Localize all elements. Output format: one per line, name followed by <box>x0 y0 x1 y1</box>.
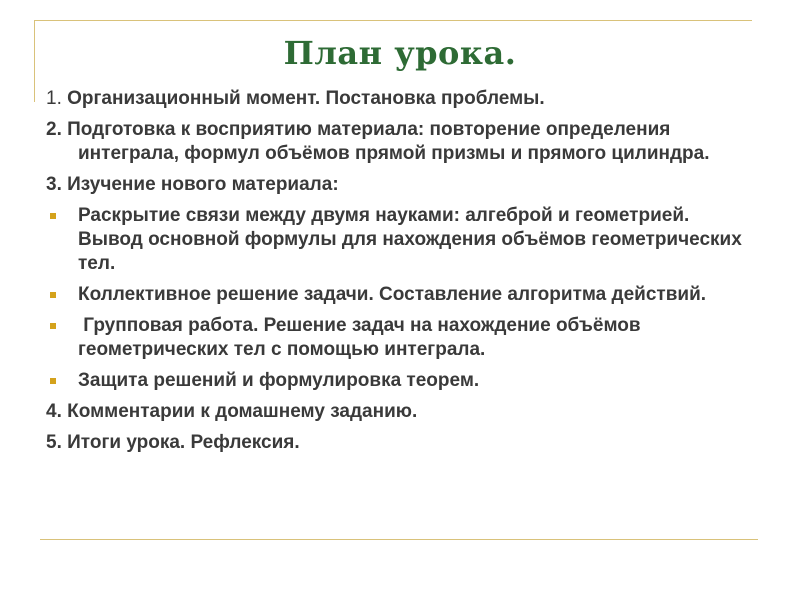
item-text: Итоги урока. Рефлексия. <box>67 432 300 453</box>
list-item <box>46 431 746 455</box>
frame-top-line <box>34 20 752 21</box>
bullet-item <box>46 314 746 362</box>
bullet-item <box>46 204 746 276</box>
item-number: 5. <box>46 432 68 453</box>
item-text: Групповая работа. Решение задач на нахождение объёмов геометрических тел с помощью интеграла. <box>78 315 646 360</box>
lesson-plan-list <box>46 87 746 462</box>
list-item <box>46 173 746 197</box>
list-item <box>46 87 746 111</box>
square-bullet-icon <box>50 323 56 329</box>
square-bullet-icon <box>50 292 56 298</box>
item-number: 4. <box>46 401 68 422</box>
item-text: Подготовка к восприятию материала: повторение определения интеграла, формул объёмов прямой призмы и прямого цилиндра. <box>67 119 710 164</box>
item-number: 2. <box>46 119 68 140</box>
list-item <box>46 400 746 424</box>
list-item <box>46 118 746 166</box>
slide-title: План урока. <box>283 34 517 72</box>
item-text: Защита решений и формулировка теорем. <box>78 370 480 391</box>
square-bullet-icon <box>50 213 56 219</box>
square-bullet-icon <box>50 378 56 384</box>
item-text: Раскрытие связи между двумя науками: алгеброй и геометрией. Вывод основной формулы для нахождения объёмов геометрических тел. <box>78 205 742 274</box>
item-number: 3. <box>46 174 68 195</box>
item-text: Изучение нового материала: <box>67 174 339 195</box>
item-text: Организационный момент. Постановка проблемы. <box>67 88 545 109</box>
bullet-item <box>46 283 746 307</box>
bullet-item <box>46 369 746 393</box>
frame-bottom-line <box>40 539 758 540</box>
item-text: Коллективное решение задачи. Составление алгоритма действий. <box>78 284 707 305</box>
item-number: 1. <box>46 88 68 109</box>
item-text: Комментарии к домашнему заданию. <box>67 401 418 422</box>
